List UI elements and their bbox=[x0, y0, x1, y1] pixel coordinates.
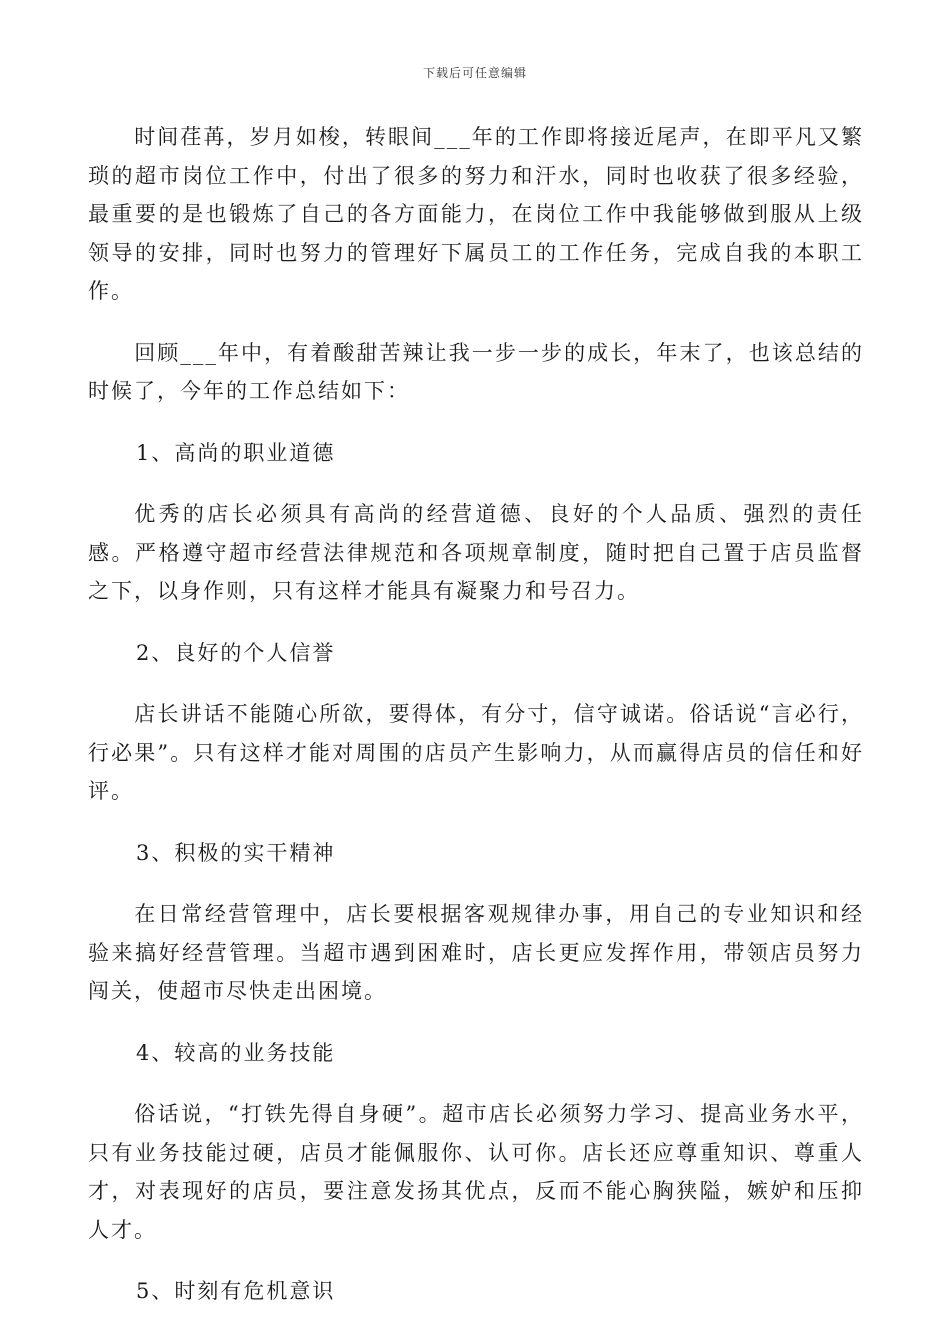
section-heading-4: 4、较高的业务技能 bbox=[136, 1040, 336, 1065]
page-header: 下载后可任意编辑 bbox=[422, 66, 527, 80]
section-heading-1: 1、高尚的职业道德 bbox=[136, 440, 336, 465]
document-body bbox=[88, 118, 864, 1334]
section-heading-5: 5、时刻有危机意识 bbox=[136, 1279, 336, 1303]
paragraph-skills: 俗话说，“打铁先得自身硬”。超市店长必须努力学习、提高业务水平，只有业务技能过硬，店员才能佩服你、认可你。店长还应尊重知识、尊重人才，对表现好的店员，要注意发扬其优点，反而不能心胸狭隘，嫉妒和压抑人才。 bbox=[88, 1102, 864, 1242]
paragraph-practical: 在日常经营管理中，店长要根据客观规律办事，用自己的专业知识和经验来搞好经营管理。当超市遇到困难时，店长更应发挥作用，带领店员努力闯关，使超市尽快走出困境。 bbox=[88, 902, 864, 1003]
section-heading-2: 2、良好的个人信誉 bbox=[136, 640, 336, 665]
paragraph-intro: 时间荏苒，岁月如梭，转眼间___年的工作即将接近尾声，在即平凡又繁琐的超市岗位工作中，付出了很多的努力和汗水，同时也收获了很多经验，最重要的是也锻炼了自己的各方面能力，在岗位工作中我能够做到服从上级领导的安排，同时也努力的管理好下属员工的工作任务，完成自我的本职工作。 bbox=[88, 125, 864, 303]
paragraph-credibility: 店长讲话不能随心所欲，要得体，有分寸，信守诚诺。俗话说“言必行，行必果”。只有这样才能对周围的店员产生影响力，从而赢得店员的信任和好评。 bbox=[88, 702, 864, 803]
section-heading-3: 3、积极的实干精神 bbox=[136, 840, 336, 865]
paragraph-ethics: 优秀的店长必须具有高尚的经营道德、良好的个人品质、强烈的责任感。严格遵守超市经营法律规范和各项规章制度，随时把自己置于店员监督之下，以身作则，只有这样才能具有凝聚力和号召力。 bbox=[88, 502, 864, 603]
paragraph-review: 回顾___年中，有着酸甜苦辣让我一步一步的成长，年末了，也该总结的时候了，今年的工作总结如下： bbox=[88, 340, 864, 403]
